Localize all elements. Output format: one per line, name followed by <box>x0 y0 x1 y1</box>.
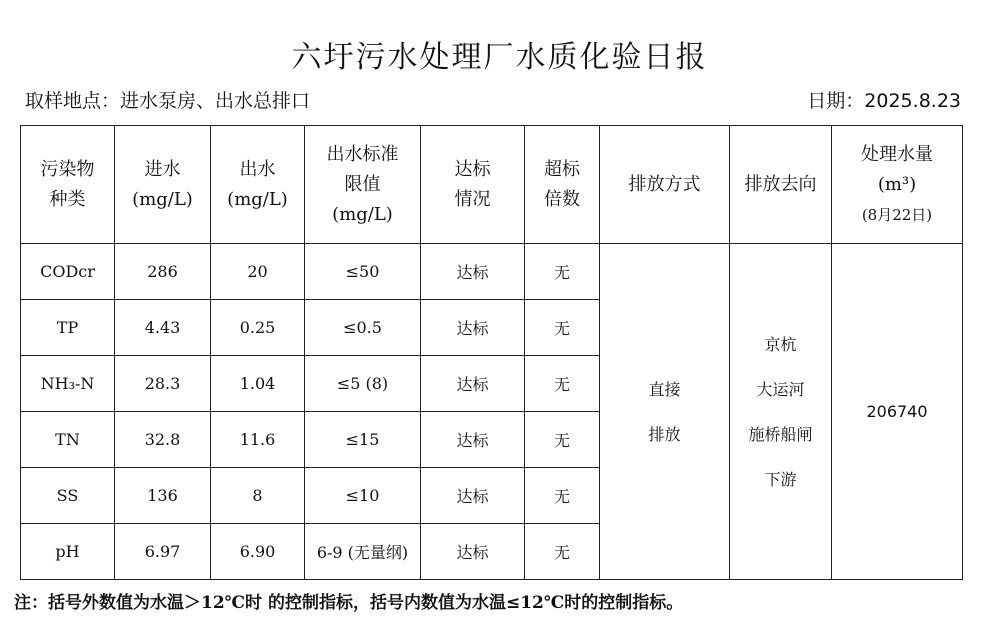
outflow-value: 6.90 <box>211 524 305 580</box>
outflow-value: 11.6 <box>211 412 305 468</box>
limit-value: ≤10 <box>305 468 421 524</box>
table-row <box>21 244 963 300</box>
status-value: 达标 <box>421 356 525 412</box>
inflow-value: 136 <box>115 468 211 524</box>
status-value: 达标 <box>421 412 525 468</box>
pollutant-name: SS <box>21 468 115 524</box>
pollutant-name: TP <box>21 300 115 356</box>
header-exceed: 超标 倍数 <box>525 126 600 244</box>
status-value: 达标 <box>421 244 525 300</box>
report-title: 六圩污水处理厂水质化验日报 <box>291 40 708 75</box>
limit-value: ≤0.5 <box>305 300 421 356</box>
exceed-value: 无 <box>525 356 600 412</box>
exceed-value: 无 <box>525 468 600 524</box>
header-inflow: 进水 (mg/L) <box>115 126 211 244</box>
discharge-method: 直接 排放 <box>600 244 730 580</box>
outflow-value: 20 <box>211 244 305 300</box>
inflow-value: 32.8 <box>115 412 211 468</box>
footnote: 注：括号外数值为水温＞12℃时 的控制指标，括号内数值为水温≤12℃时的控制指标。 <box>14 593 684 613</box>
header-volume: 处理水量 (m³) (8月22日) <box>832 126 963 244</box>
exceed-value: 无 <box>525 524 600 580</box>
header-discharge-method: 排放方式 <box>600 126 730 244</box>
status-value: 达标 <box>421 300 525 356</box>
header-outflow: 出水 (mg/L) <box>211 126 305 244</box>
report-date: 日期：2025.8.23 <box>807 90 961 112</box>
header-status: 达标 情况 <box>421 126 525 244</box>
outflow-value: 0.25 <box>211 300 305 356</box>
pollutant-name: pH <box>21 524 115 580</box>
limit-value: ≤50 <box>305 244 421 300</box>
exceed-value: 无 <box>525 244 600 300</box>
header-limit: 出水标准 限值 (mg/L) <box>305 126 421 244</box>
exceed-value: 无 <box>525 412 600 468</box>
outflow-value: 8 <box>211 468 305 524</box>
status-value: 达标 <box>421 468 525 524</box>
discharge-direction: 京杭 大运河 施桥船闸 下游 <box>730 244 832 580</box>
status-value: 达标 <box>421 524 525 580</box>
pollutant-name: CODcr <box>21 244 115 300</box>
pollutant-name: NH₃-N <box>21 356 115 412</box>
exceed-value: 无 <box>525 300 600 356</box>
limit-value: ≤15 <box>305 412 421 468</box>
limit-value: 6-9 (无量纲) <box>305 524 421 580</box>
treated-volume: 206740 <box>832 244 963 580</box>
header-pollutant: 污染物 种类 <box>21 126 115 244</box>
pollutant-name: TN <box>21 412 115 468</box>
header-row <box>21 126 963 244</box>
outflow-value: 1.04 <box>211 356 305 412</box>
limit-value: ≤5 (8) <box>305 356 421 412</box>
inflow-value: 6.97 <box>115 524 211 580</box>
inflow-value: 28.3 <box>115 356 211 412</box>
inflow-value: 4.43 <box>115 300 211 356</box>
sampling-location: 取样地点：进水泵房、出水总排口 <box>25 90 311 112</box>
water-quality-table <box>20 125 963 580</box>
inflow-value: 286 <box>115 244 211 300</box>
header-discharge-direction: 排放去向 <box>730 126 832 244</box>
